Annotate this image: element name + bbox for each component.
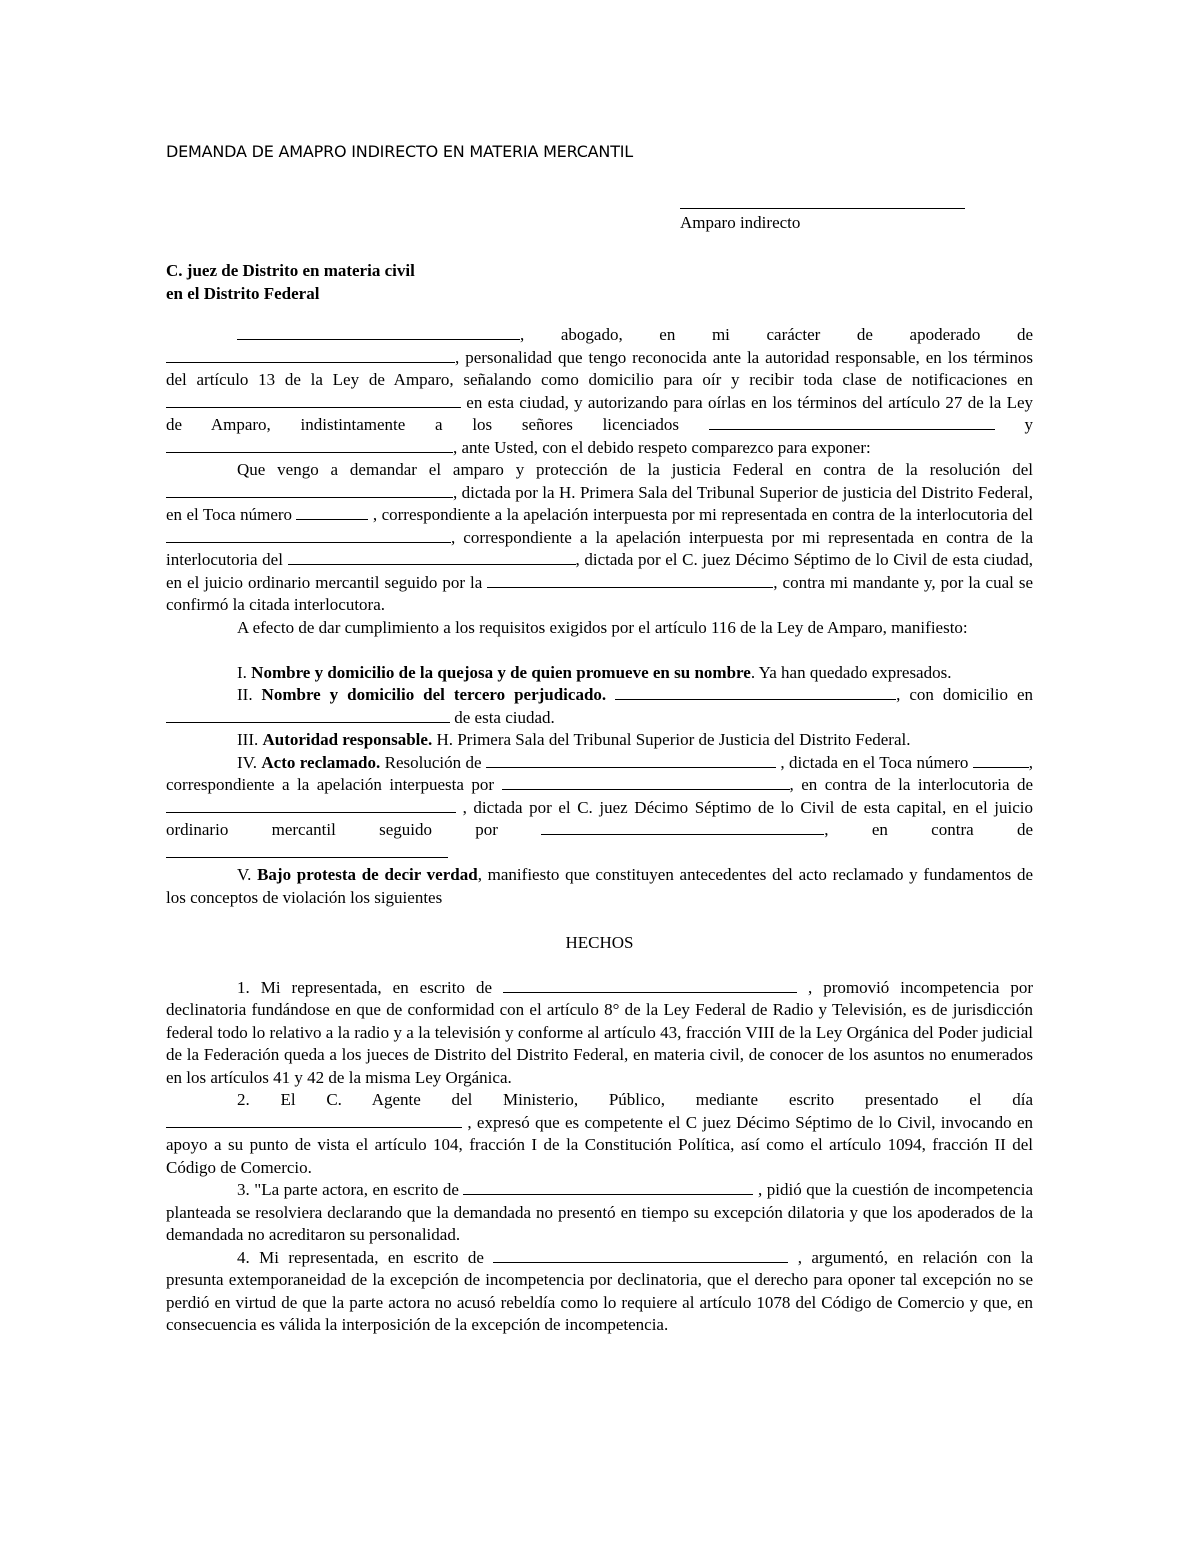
blank-line [166,348,455,363]
blank-line [166,438,453,453]
case-number-line [680,208,965,209]
blank-line [166,708,450,723]
blank-line [166,483,453,498]
requisito-iv: IV. Acto reclamado. Resolución de , dictada en el Toca número , correspondiente a la apelación interpuesta por , en contra de la interlocutoria de , dictada por el C. juez Décimo Séptimo de lo Civil de esta capital, en el juicio ordinario mercantil seguido por , en contra de [166,752,1033,865]
requisito-ii: II. Nombre y domicilio del tercero perjudicado. , con domicilio en de esta ciudad. [166,684,1033,729]
document-title: DEMANDA DE AMAPRO INDIRECTO EN MATERIA MERCANTIL [166,142,634,161]
hecho-1: 1. Mi representada, en escrito de , promovió incompetencia por declinatoria fundándose en que de conformidad con el artículo 8° de la Ley Federal de Radio y Televisión, es de jurisdicción federal todo lo relativo a la radio y a la televisión y conforme al artículo 43, fracción VIII de la Ley Orgánica del Poder judicial de la Federación queda a los jueces de Distrito del Distrito Federal, en materia civil, de conocer de los asuntos no enumerados en los artículos 41 y 42 de la misma Ley Orgánica. [166,977,1034,1087]
blank-line [502,775,790,790]
requisito-v: V. Bajo protesta de decir verdad, manifiesto que constituyen antecedentes del acto reclamado y fundamentos de los conceptos de violación los siguientes [166,865,1033,907]
document-body [166,324,1033,1337]
section-heading-hechos: HECHOS [565,932,634,952]
addressee-line-1: C. juez de Distrito en materia civil [166,261,415,280]
paragraph-demanda: Que vengo a demandar el amparo y protección de la justicia Federal en contra de la resolución del , dictada por la H. Primera Sala del Tribunal Superior de justicia del Distrito Federal, en el Toca número , correspondiente a la apelación interpuesta por mi representada en contra de la interlocutoria del , correspondiente a la apelación interpuesta por mi representada en contra de la interlocutoria del , dictada por el C. juez Décimo Séptimo de lo Civil de esta ciudad, en el juicio ordinario mercantil seguido por la , contra mi mandante y, por la cual se confirmó la citada interlocutora. [166,460,1034,614]
addressee-block [166,259,415,305]
requisito-i: I. Nombre y domicilio de la quejosa y de quien promueve en su nombre. Ya han quedado expresados. [237,662,952,682]
blank-line [487,573,773,588]
paragraph-apoderado: , abogado, en mi carácter de apoderado de , personalidad que tengo reconocida ante la autoridad responsable, en los términos del artículo 13 de la Ley de Amparo, señalando como domicilio para oír y recibir toda clase de notificaciones en en esta ciudad, y autorizando para oírlas en los términos del artículo 27 de la Ley de Amparo, indistintamente a los señores licenciados y , ante Usted, con el debido respeto comparezco para exponer: [166,325,1034,457]
blank-line [463,1180,753,1195]
hecho-2: 2. El C. Agente del Ministerio, Público, mediante escrito presentado el día , expresó que es competente el C juez Décimo Séptimo de lo Civil, invocando en apoyo a su punto de vista el artículo 104, fracción I de la Constitución Política, así como el artículo 1094, fracción II del Código de Comercio. [166,1090,1034,1177]
paragraph-requisitos-intro: A efecto de dar cumplimiento a los requisitos exigidos por el artículo 116 de la Ley de Amparo, manifiesto: [237,617,968,637]
blank-line [486,753,776,768]
blank-line [166,528,451,543]
blank-line [493,1248,788,1263]
addressee-line-2: en el Distrito Federal [166,284,320,303]
blank-line [503,978,797,993]
blank-line [973,753,1029,768]
hecho-4: 4. Mi representada, en escrito de , argumentó, en relación con la presunta extemporaneidad de la excepción de incompetencia por declinatoria, que el derecho para oponer tal excepción no se perdió en virtud de que la parte actora no acusó rebeldía como lo requiere al artículo 1078 del Código de Comercio y que, en consecuencia es válida la interposición de la excepción de incompetencia. [166,1247,1034,1334]
blank-line [237,325,520,340]
case-type-label: Amparo indirecto [680,213,801,232]
blank-line [166,1113,462,1128]
requisito-iii: III. Autoridad responsable. H. Primera Sala del Tribunal Superior de Justicia del Distrito Federal. [237,730,911,749]
blank-line [709,415,995,430]
blank-line [166,798,456,813]
blank-line [615,685,896,700]
blank-line [541,820,824,835]
blank-line [288,550,576,565]
blank-line [166,843,448,858]
hecho-3: 3. "La parte actora, en escrito de , pidió que la cuestión de incompetencia planteada se resolviera declarando que la demandada no presentó en tiempo su excepción dilatoria y que los apoderados de la demandada no acreditaron su personalidad. [166,1180,1033,1244]
blank-line [166,393,461,408]
blank-line [296,505,368,520]
